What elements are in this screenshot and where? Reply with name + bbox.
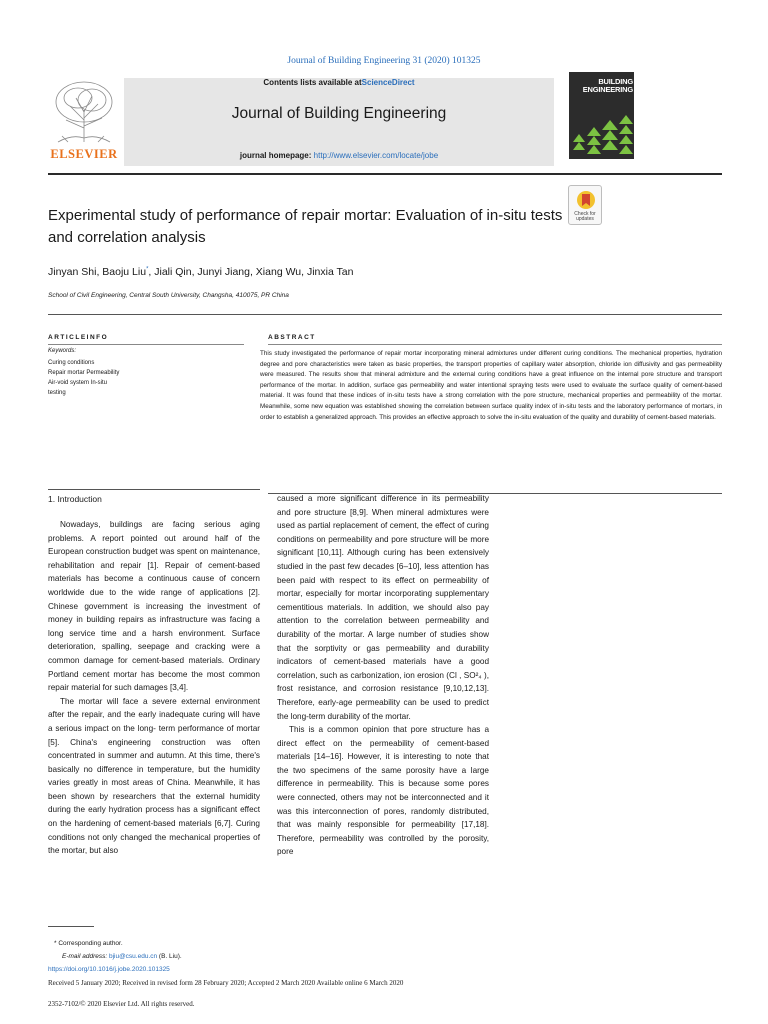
keyword-item: Curing conditions — [48, 360, 95, 366]
section-heading-introduction: 1. Introduction — [48, 494, 102, 504]
contents-prefix: Contents lists available at — [263, 78, 362, 87]
corresponding-author-note: * Corresponding author. — [54, 940, 123, 947]
elsevier-wordmark: ELSEVIER — [50, 147, 118, 161]
footnote-divider — [48, 926, 94, 927]
email-suffix: (B. Liu). — [157, 953, 182, 960]
article-info-heading: ARTICLEINFO — [48, 334, 109, 341]
homepage-link[interactable]: http://www.elsevier.com/locate/jobe — [313, 151, 439, 160]
body-column-right — [277, 492, 489, 859]
cover-artwork — [569, 72, 634, 159]
header-divider — [48, 173, 722, 175]
keyword-item: Air-void system In-situ — [48, 380, 108, 386]
keyword-item: Repair mortar Permeability — [48, 370, 120, 376]
journal-homepage — [124, 151, 554, 160]
sciencedirect-link[interactable]: ScienceDirect — [361, 78, 415, 87]
journal-title[interactable]: Journal of Building Engineering — [231, 105, 447, 122]
paragraph: This is a common opinion that pore structure has a direct effect on the permeability of cement-based materials [14–16]. However, it is interesting to note that the two specimens of the same porosity have a large difference in permeability. This is because some pores were connected, others may not be interconnected and it was this interconnection of pores, randomly distributed, that was mainly responsible for permeability [17,18]. Therefore, permeability was controlled by the porosity, pore — [277, 725, 489, 857]
homepage-label: journal homepage: — [239, 151, 312, 160]
paragraph: The mortar will face a severe external environment after the repair, and the early inadequate curing will have a serious impact on the long- term performance of mortar [5]. China's engineering construction was often concentrated in summer and autumn. At this time, there's basically no difference in temperature, but the humidity varies greatly in most areas of China. Meanwhile, it has been shown by researchers that the external humidity during the early hydration process has a significant effect on the hardening of cement-based materials [6,7]. Curing conditions not only changed the mechanical properties of the mortar, but also — [48, 696, 260, 856]
journal-citation[interactable]: Journal of Building Engineering 31 (2020) 101325 — [287, 56, 481, 66]
paragraph: caused a more significant difference in its permeability and pore structure [8,9]. When mineral admixtures were used as partial replacement of cement, the effect of curing conditions on permeability and pore structure will be more significant [10,11]. Although curing has been extensively studied in the past few decades [6–10], less attention has been paid with respect to its effect on permeability of mortar, especially for mortar incorporating supplementary cementitious materials. In addition, we should also pay attention to the correlation between permeability and durability of the mortar. A large number of studies show that the sorptivity or gas permeability and durability indicators of cement-based materials have a good correlation, such as carbonization, ion erosion (Cl , SO²₄ ), frost resistance, and corrosion resistance [9,10,12,13]. Therefore, early-age permeability can be used to predict the long-term durability of the mortar. — [277, 494, 489, 721]
abstract-heading: ABSTRACT — [268, 334, 316, 341]
body-column-left — [48, 518, 260, 858]
paper-title: Experimental study of performance of repair mortar: Evaluation of in-situ tests and correlation analysis — [48, 207, 563, 246]
body-divider-left — [48, 489, 260, 490]
article-info-divider — [48, 344, 244, 345]
cover-title-line-2: ENGINEERING — [582, 85, 633, 94]
corresponding-author-mark[interactable]: * — [146, 266, 149, 273]
authors-first: Jinyan Shi, Baoju Liu — [48, 266, 147, 278]
keyword-item: testing — [48, 390, 66, 396]
abstract-text: This study investigated the performance of repair mortar incorporating mineral admixtures under different curing conditions. The mechanical properties, hydration degree and pore characteristics were taken as basic properties, the transport properties of capillary water absorption, chloride ion diffusivity and gas permeability were measured. The results show that mineral admixture and the external curing conditions have a great influence on the internal pore structure and transport performance of the mortar. In addition, surface gas permeability and water intentional spraying tests were used to evaluate the surface quality of cement-based material. It was found that these indices of in-situ tests have a strong correlation with the pore structure, mechanical properties and permeability of the mortar. Meanwhile, some new equation was established showing the correlation between surface quality index of in-situ tests and the laboratory performance of mortars, in order to establish a generalized approach. This provides an effective approach to solve the in-situ evaluation of the quality and durability of cement-based materials. — [260, 350, 722, 421]
email-label: E-mail address: — [62, 953, 108, 960]
check-for-updates-badge[interactable] — [568, 185, 602, 225]
doi-link[interactable]: https://doi.org/10.1016/j.jobe.2020.101325 — [48, 966, 170, 973]
journal-cover-image[interactable] — [569, 72, 634, 159]
affiliation: School of Civil Engineering, Central South University, Changsha, 410075, PR China — [48, 292, 289, 299]
keywords-label: Keywords: — [48, 348, 77, 354]
email-note — [62, 953, 182, 960]
authors-rest: , Jiali Qin, Junyi Jiang, Xiang Wu, Jinxia Tan — [148, 266, 354, 278]
paragraph: Nowadays, buildings are facing serious aging problems. A report pointed out around half of the European construction budget was spent on maintenance, rehabilitation and repair [1]. Repair of cement-based materials has become a continuous cause of concern worldwide due to the wide range of applications [2]. Chinese government is increasing the investment of money in building repairs as infrastructure was facing a long service time and a harsh environment. Surface deterioration, spalling, seepage and cracking were a common damage for cement-based materials. Ordinary Portland cement mortar has become the most common repair material for such damages [3,4]. — [48, 520, 260, 693]
copyright-notice: 2352-7102/© 2020 Elsevier Ltd. All rights reserved. — [48, 1000, 195, 1008]
contents-line — [124, 78, 554, 87]
article-history: Received 5 January 2020; Received in revised form 28 February 2020; Accepted 2 March 2020 Available online 6 March 2020 — [48, 979, 404, 987]
author-list — [48, 266, 688, 278]
cover-title-line-1: BUILDING — [598, 77, 633, 86]
email-link[interactable]: bjiu@csu.edu.cn — [108, 953, 158, 960]
title-divider — [48, 314, 722, 315]
keyword-list — [48, 358, 244, 398]
abstract-divider — [268, 344, 722, 345]
check-for-updates-label: Check for updates — [574, 211, 596, 222]
